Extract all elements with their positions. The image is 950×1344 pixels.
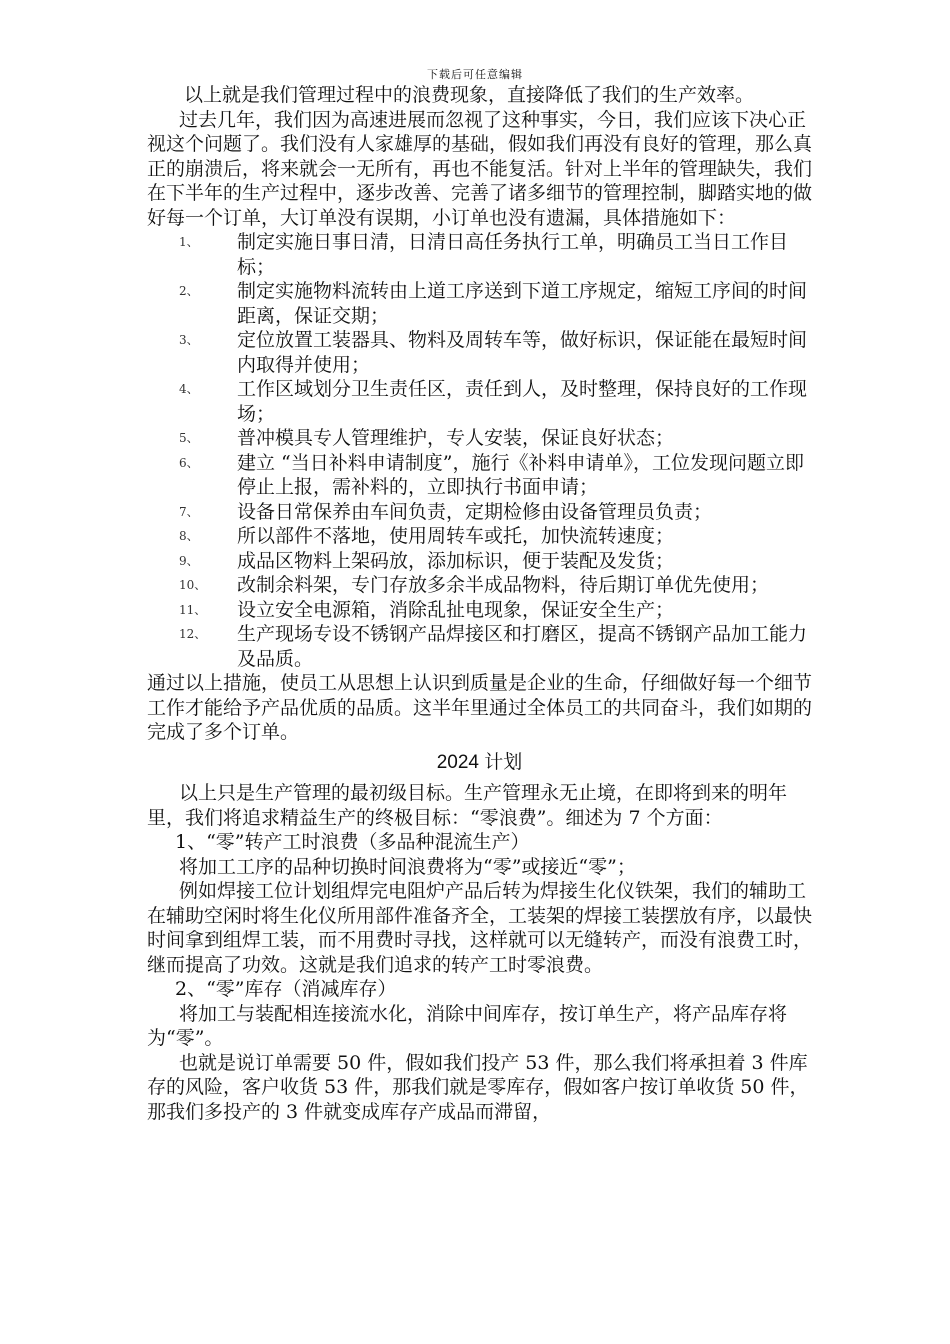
list-text: 制定实施物料流转由上道工序送到下道工序规定，缩短工序间的时间距离，保证交期； xyxy=(237,280,808,327)
list-number: 2、 xyxy=(179,284,199,298)
list-text: 定位放置工装器具、物料及周转车等，做好标识，保证能在最短时间内取得并使用； xyxy=(237,329,808,376)
list-item xyxy=(147,377,812,426)
list-number: 5、 xyxy=(179,431,199,445)
list-item xyxy=(147,622,812,671)
list-text: 设立安全电源箱，消除乱扯电现象，保证安全生产； xyxy=(237,598,675,621)
list-number: 9、 xyxy=(179,553,199,568)
list-item xyxy=(147,451,812,500)
plan-item-1-title: 1、“零”转产工时浪费（多品种混流生产） xyxy=(175,831,530,853)
list-text: 所以部件不落地，使用周转车或托，加快流转速度； xyxy=(237,525,675,547)
list-text: 改制余料架，专门存放多余半成品物料，待后期订单优先使用； xyxy=(237,574,770,596)
list-number: 12、 xyxy=(179,627,207,641)
plan-item-1-example: 例如焊接工位计划组焊完电阻炉产品后转为焊接生化仪铁架，我们的辅助工在辅助空闲时将生化仪所用部件准备齐全，工装架的焊接工装摆放有序，以最快时间拿到组焊工装，而不用费时寻找，这样就可以无缝转产，而没有浪费工时，继而提高了功效。这就是我们追求的转产工时零浪费。 xyxy=(147,880,813,976)
list-item xyxy=(147,500,812,525)
plan-intro: 以上只是生产管理的最初级目标。生产管理永无止境，在即将到来的明年里，我们将追求精益生产的终极目标：“零浪费”。细述为 7 个方面： xyxy=(147,782,788,829)
list-item xyxy=(147,573,812,598)
section-heading: 2024 计划 xyxy=(436,751,523,773)
list-item xyxy=(147,524,812,549)
list-item xyxy=(147,426,812,451)
plan-item-2-title: 2、“零”库存（消减库存） xyxy=(175,978,397,1000)
list-text: 设备日常保养由车间负责，定期检修由设备管理员负责； xyxy=(237,500,713,523)
page-header: 下载后可任意编辑 xyxy=(427,68,523,81)
list-number: 6、 xyxy=(179,455,199,470)
list-number: 8、 xyxy=(179,529,199,543)
list-item xyxy=(147,328,812,377)
list-text: 制定实施日事日清，日清日高任务执行工单，明确员工当日工作目标； xyxy=(237,231,789,278)
measures-list xyxy=(147,230,812,671)
intro-paragraph: 过去几年，我们因为高速进展而忽视了这种事实，今日，我们应该下决心正视这个问题了。我们没有人家雄厚的基础，假如我们再没有良好的管理，那么真正的崩溃后，将来就会一无所有，再也不能复活。针对上半年的管理缺失，我们在下半年的生产过程中，逐步改善、完善了诸多细节的管理控制，脚踏实地的做好每一个订单，大订单没有误期，小订单也没有遗漏，具体措施如下： xyxy=(147,108,813,229)
list-text: 工作区域划分卫生责任区，责任到人，及时整理，保持良好的工作现场； xyxy=(237,378,808,425)
list-item xyxy=(147,598,812,623)
plan-item-2-example: 也就是说订单需要 50 件，假如我们投产 53 件，那么我们将承担着 3 件库存的风险，客户收货 53 件，那我们就是零库存，假如客户按订单收货 50 件，那我们多投产的 3 件就变成库存产成品而滞留， xyxy=(147,1051,809,1123)
list-number: 11、 xyxy=(179,602,207,617)
intro-line: 以上就是我们管理过程中的浪费现象，直接降低了我们的生产效率。 xyxy=(184,84,755,106)
list-number: 1、 xyxy=(179,235,199,249)
list-text: 生产现场专设不锈钢产品焊接区和打磨区，提高不锈钢产品加工能力及品质。 xyxy=(237,623,808,670)
list-item xyxy=(147,549,812,574)
plan-item-1-text: 将加工工序的品种切换时间浪费将为“零”或接近“零”； xyxy=(179,855,636,878)
list-number: 3、 xyxy=(179,333,199,347)
list-text: 建立 “当日补料申请制度”，施行《补料申请单》，工位发现问题立即停止上报，需补料的，立即执行书面申请； xyxy=(237,451,804,498)
conclusion-paragraph: 通过以上措施，使员工从思想上认识到质量是企业的生命，仔细做好每一个细节工作才能给予产品优质的品质。这半年里通过全体员工的共同奋斗，我们如期的完成了多个订单。 xyxy=(147,672,813,743)
list-number: 4、 xyxy=(179,382,199,396)
list-item xyxy=(147,230,812,279)
list-number: 7、 xyxy=(179,504,199,519)
plan-item-2-text: 将加工与装配相连接流水化，消除中间库存，按订单生产，将产品库存将为“零”。 xyxy=(147,1002,788,1049)
list-text: 成品区物料上架码放，添加标识，便于装配及发货； xyxy=(237,549,675,572)
list-text: 普冲模具专人管理维护，专人安装，保证良好状态； xyxy=(237,427,675,449)
document-body xyxy=(147,83,812,1124)
list-number: 10、 xyxy=(179,578,207,592)
list-item xyxy=(147,279,812,328)
